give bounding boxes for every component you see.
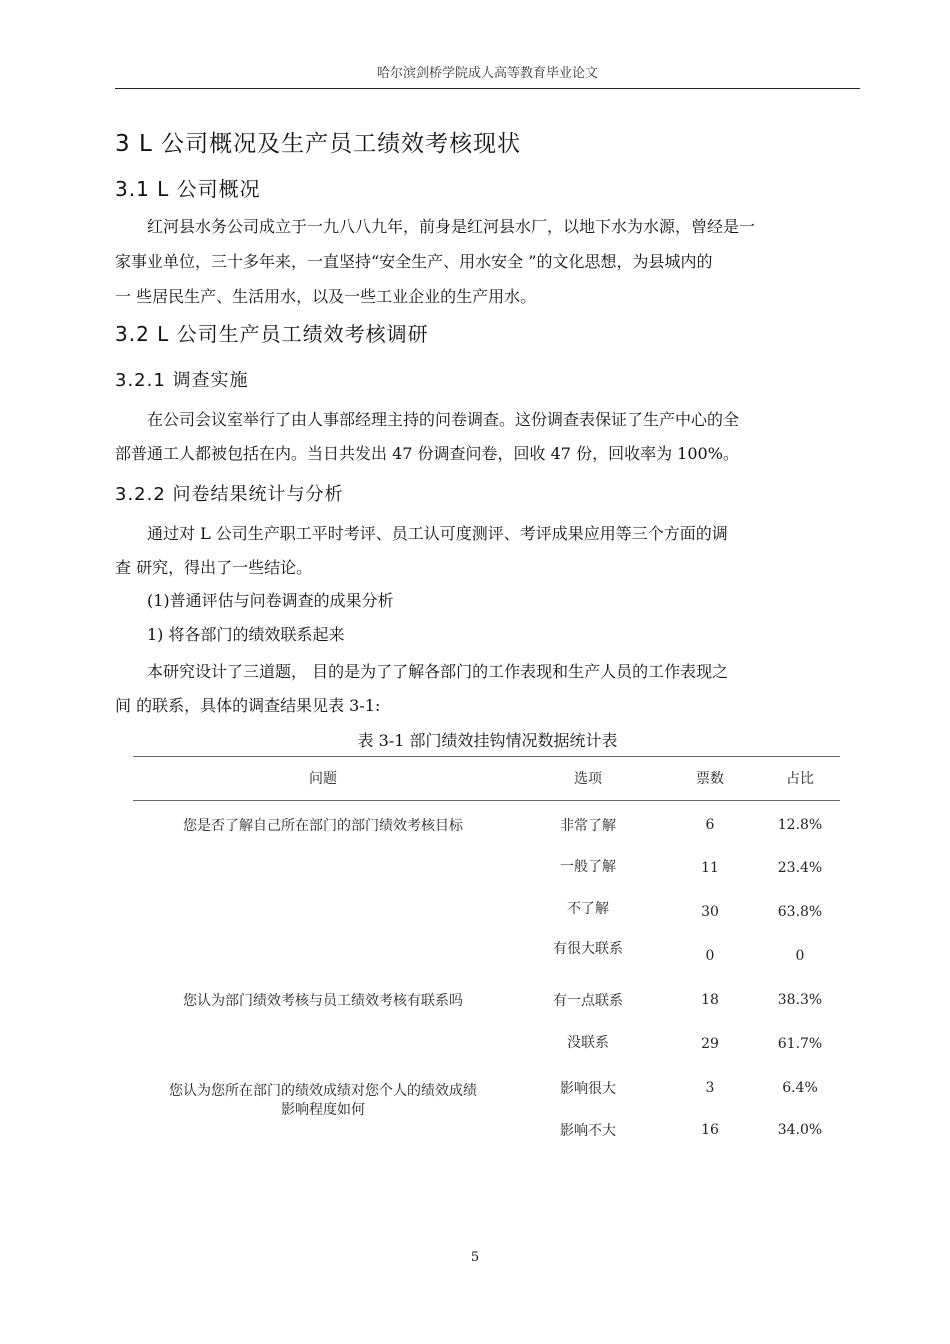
table-cell-votes: 6 [705, 817, 715, 833]
table-caption: 表 3-1 部门绩效挂钩情况数据统计表 [357, 731, 618, 750]
section-3-2-2-line-3: 本研究设计了三道题， 目的是为了了解各部门的工作表现和生产人员的工作表现之 [147, 662, 729, 681]
chapter-title: 3 L 公司概况及生产员工绩效考核现状 [115, 131, 522, 157]
table-cell-option: 不了解 [567, 901, 609, 917]
table-cell-question: 您认为部门绩效考核与员工绩效考核有联系吗 [183, 993, 463, 1009]
table-cell-ratio: 12.8% [777, 817, 823, 833]
table-cell-option: 一般了解 [560, 859, 616, 875]
table-cell-ratio: 38.3% [777, 992, 823, 1008]
table-header-votes: 票数 [696, 771, 724, 787]
table-header-option: 选项 [574, 771, 602, 787]
table-cell-votes: 16 [701, 1122, 719, 1138]
table-cell-ratio: 6.4% [782, 1080, 818, 1096]
table-cell-votes: 0 [705, 948, 715, 964]
page-header: 哈尔滨剑桥学院成人高等教育毕业论文 [376, 66, 598, 81]
table-cell-ratio: 23.4% [777, 860, 823, 876]
table-cell-option: 有很大联系 [553, 941, 623, 957]
table-cell-votes: 29 [701, 1036, 719, 1052]
section-3-1-line-3: 一 些居民生产、生活用水，以及一些工业企业的生产用水。 [115, 287, 537, 306]
table-cell-question: 您是否了解自己所在部门的部门绩效考核目标 [183, 818, 463, 834]
table-cell-option: 有一点联系 [553, 993, 623, 1009]
page-number: 5 [470, 1250, 480, 1265]
table-cell-ratio: 0 [795, 948, 805, 964]
header-rule [115, 88, 860, 89]
section-3-2-2-line-1: 通过对 L 公司生产职工平时考评、员工认可度测评、考评成果应用等三个方面的调 [147, 524, 728, 543]
section-3-1-line-1: 红河县水务公司成立于一九八八九年，前身是红河县水厂，以地下水为水源，曾经是一 [147, 217, 756, 236]
table-cell-votes: 11 [701, 860, 719, 876]
table-header-rule [133, 800, 840, 801]
table-cell-question-cont: 影响程度如何 [281, 1102, 365, 1118]
section-3-2-2-line-2: 查 研究，得出了一些结论。 [115, 558, 313, 577]
table-cell-question: 您认为您所在部门的绩效成绩对您个人的绩效成绩 [169, 1083, 477, 1099]
section-3-2-1-line-1: 在公司会议室举行了由人事部经理主持的问卷调查。这份调查表保证了生产中心的全 [147, 410, 740, 429]
table-cell-option: 非常了解 [560, 818, 616, 834]
table-cell-option: 没联系 [567, 1035, 609, 1051]
table-cell-ratio: 34.0% [777, 1122, 823, 1138]
table-header-ratio: 占比 [786, 771, 814, 787]
table-cell-option: 影响不大 [560, 1123, 616, 1139]
section-3-2-2-line-4: 间 的联系，具体的调查结果见表 3-1: [115, 696, 381, 715]
section-3-1-title: 3.1 L 公司概况 [115, 177, 261, 201]
table-cell-votes: 30 [701, 904, 719, 920]
section-3-2-1-title: 3.2.1 调查实施 [115, 370, 249, 391]
section-3-2-1-line-2: 部普通工人都被包括在内。当日共发出 47 份调查问卷，回收 47 份，回收率为 100%。 [115, 444, 739, 463]
table-cell-option: 影响很大 [560, 1081, 616, 1097]
table-header-question: 问题 [309, 771, 337, 787]
table-cell-ratio: 63.8% [777, 904, 823, 920]
list-item-1-1: 1) 将各部门的绩效联系起来 [147, 625, 345, 644]
table-cell-ratio: 61.7% [777, 1036, 823, 1052]
section-3-1-line-2: 家事业单位，三十多年来，一直坚持“安全生产、用水安全 ”的文化思想，为县城内的 [115, 252, 713, 271]
table-cell-votes: 3 [705, 1080, 715, 1096]
section-3-2-title: 3.2 L 公司生产员工绩效考核调研 [115, 322, 429, 346]
table-top-rule [133, 756, 840, 757]
table-cell-votes: 18 [701, 992, 719, 1008]
section-3-2-2-title: 3.2.2 问卷结果统计与分析 [115, 484, 344, 505]
list-item-1: (1)普通评估与问卷调查的成果分析 [147, 591, 394, 610]
